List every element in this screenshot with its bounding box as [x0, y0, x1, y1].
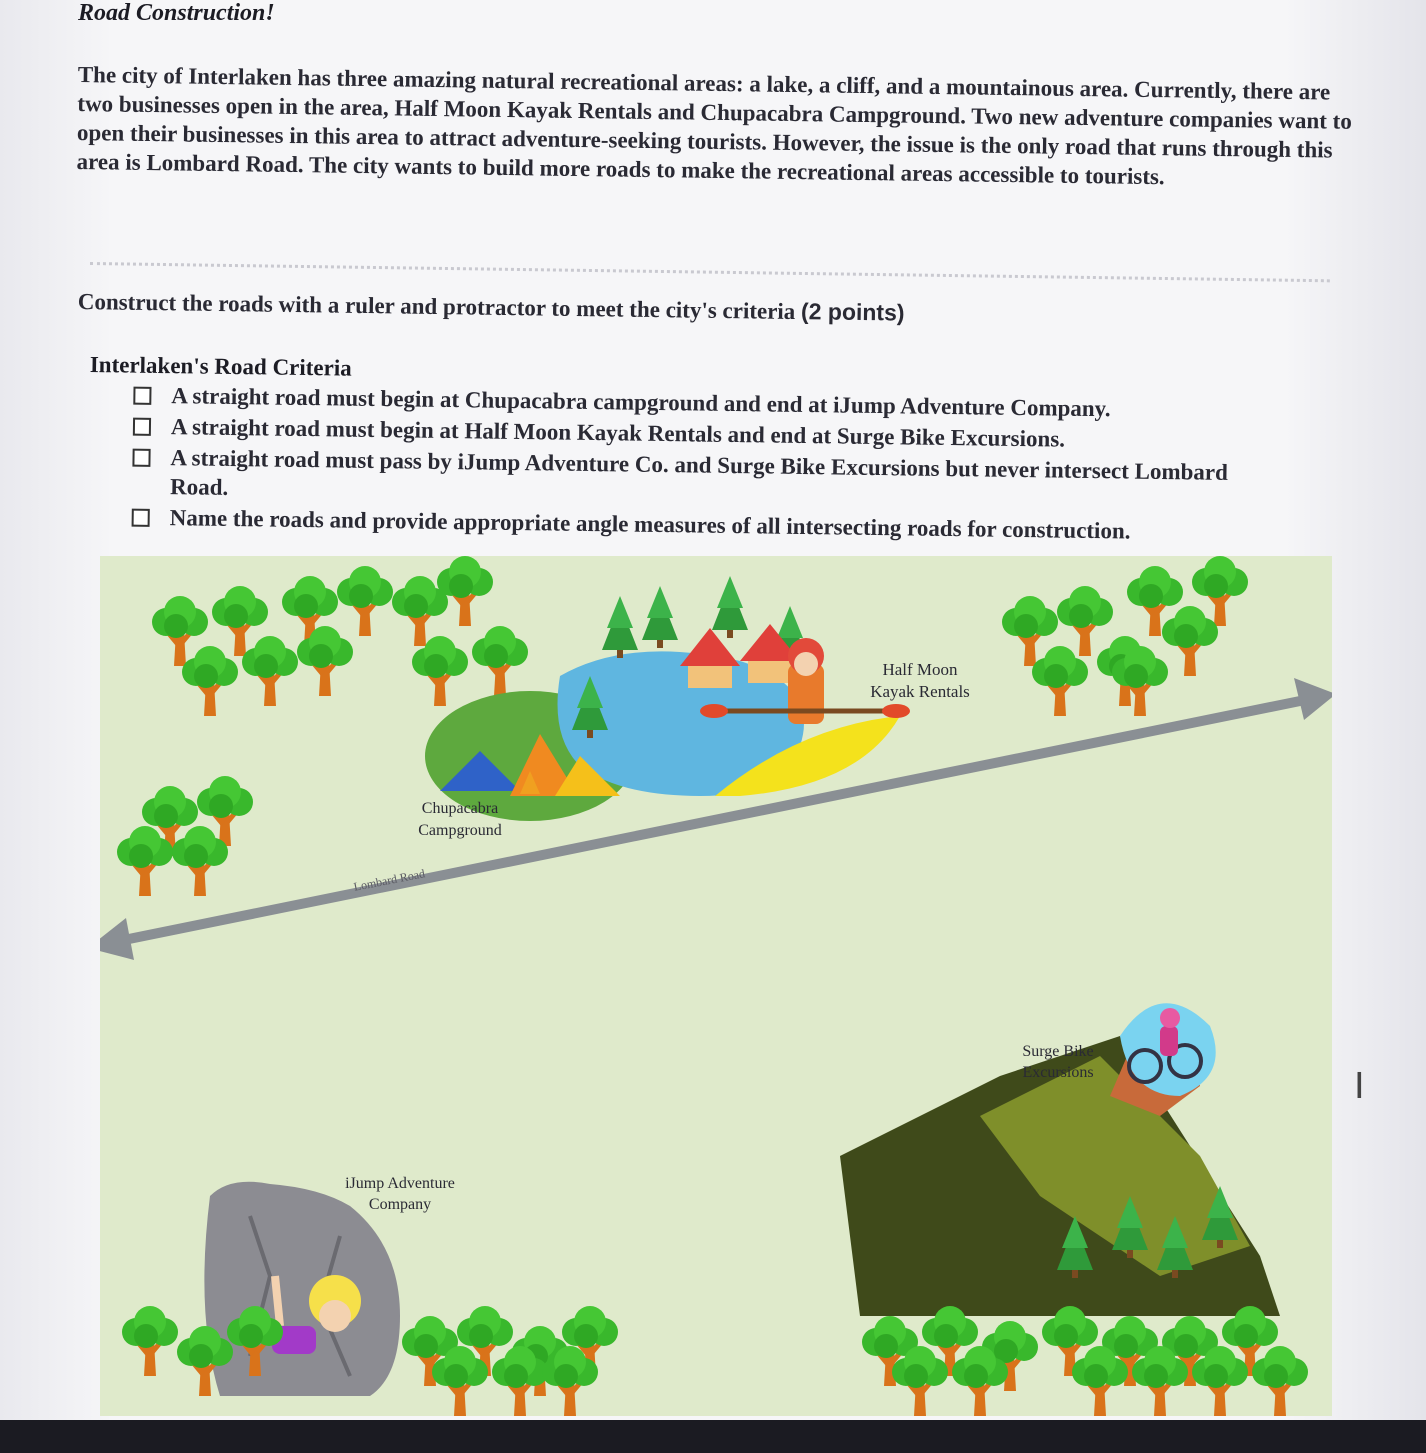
- half-moon-label-1: Half Moon: [882, 660, 958, 679]
- ijump-label-1: iJump Adventure: [345, 1175, 455, 1192]
- instruction-text: Construct the roads with a ruler and protractor to meet the city's criteria: [77, 288, 796, 325]
- ijump-label-2: Company: [368, 1196, 432, 1213]
- surge-label-1: Surge Bike: [1022, 1043, 1094, 1060]
- criteria-list: [88, 380, 1250, 547]
- half-moon-label-2: Kayak Rentals: [870, 682, 970, 701]
- instruction-points: (2 points): [800, 298, 905, 326]
- intro-paragraph: The city of Interlaken has three amazing natural recreational areas: a lake, a cliff, and a mountainous area. Currently, there are two businesses open in the area, Half Moon Kayak Rentals and Chupacabra Campground. Two new adventure companies want to open their businesses in this area to attract adventure-seeking tourists. However, the issue is the only road that runs through this area is Lombard Road. The city wants to build more roads to make the recreational areas accessible to tourists.: [76, 61, 1352, 190]
- map-canvas: [100, 556, 1332, 1416]
- surge-label-2: Excursions: [1022, 1064, 1094, 1081]
- criteria-item-text: A straight road must begin at Chupacabra campground and end at iJump Adventure Company.: [171, 383, 1111, 422]
- map-illustration: [100, 556, 1332, 1416]
- criteria-item-text: A straight road must pass by iJump Adventure Co. and Surge Bike Excursions but never intersect Lombard Road.: [169, 445, 1229, 500]
- road-label: Lombard Road: [352, 866, 427, 894]
- criteria-item-text: A straight road must begin at Half Moon Kayak Rentals and end at Surge Bike Excursions.: [170, 414, 1066, 452]
- checkbox[interactable]: [133, 418, 151, 436]
- checkbox[interactable]: [132, 509, 150, 527]
- campground-label-2: Campground: [418, 822, 502, 839]
- criteria-item-text: Name the roads and provide appropriate angle measures of all intersecting roads for construction.: [169, 505, 1131, 544]
- criteria-title: Interlaken's Road Criteria: [89, 352, 352, 381]
- criteria-section: [87, 352, 1249, 549]
- page-title: Road Construction!: [78, 0, 275, 26]
- text-cursor-icon: I: [1354, 1066, 1365, 1107]
- checkbox[interactable]: [132, 449, 150, 467]
- campground-label-1: Chupacabra: [421, 800, 499, 817]
- checkbox[interactable]: [133, 387, 151, 405]
- screen-bezel: [0, 1420, 1426, 1453]
